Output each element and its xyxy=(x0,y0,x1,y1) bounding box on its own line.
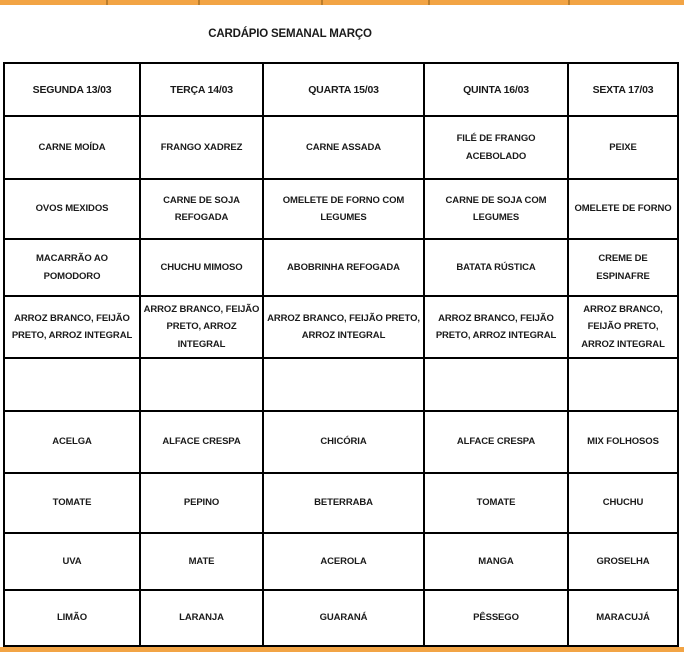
column-header-terca[interactable]: TERÇA 14/03 xyxy=(140,63,263,116)
menu-cell[interactable]: MANGA xyxy=(424,533,568,590)
table-row xyxy=(4,533,678,590)
menu-cell[interactable]: MARACUJÁ xyxy=(568,590,678,646)
table-row xyxy=(4,296,678,358)
menu-cell[interactable]: GUARANÁ xyxy=(263,590,424,646)
menu-cell[interactable]: UVA xyxy=(4,533,140,590)
menu-cell[interactable]: ARROZ BRANCO, FEIJÃO PRETO, ARROZ INTEGRAL xyxy=(140,296,263,358)
column-header-segunda[interactable]: SEGUNDA 13/03 xyxy=(4,63,140,116)
menu-cell[interactable]: OMELETE DE FORNO xyxy=(568,179,678,239)
menu-cell[interactable]: ALFACE CRESPA xyxy=(424,411,568,473)
column-header-sexta[interactable]: SEXTA 17/03 xyxy=(568,63,678,116)
menu-cell[interactable]: ARROZ BRANCO, FEIJÃO PRETO, ARROZ INTEGRAL xyxy=(263,296,424,358)
menu-cell[interactable]: BATATA RÚSTICA xyxy=(424,239,568,296)
table-row xyxy=(4,179,678,239)
menu-cell[interactable]: OVOS MEXIDOS xyxy=(4,179,140,239)
table-row xyxy=(4,239,678,296)
table-row xyxy=(4,473,678,533)
menu-cell[interactable] xyxy=(568,358,678,411)
page-break-bottom-border xyxy=(0,647,684,652)
menu-cell[interactable]: MACARRÃO AO POMODORO xyxy=(4,239,140,296)
menu-cell[interactable]: ARROZ BRANCO, FEIJÃO PRETO, ARROZ INTEGRAL xyxy=(568,296,678,358)
menu-cell[interactable]: ABOBRINHA REFOGADA xyxy=(263,239,424,296)
menu-cell[interactable]: CARNE MOÍDA xyxy=(4,116,140,179)
menu-cell[interactable]: CARNE ASSADA xyxy=(263,116,424,179)
menu-cell[interactable]: CHUCHU xyxy=(568,473,678,533)
column-header-quarta[interactable]: QUARTA 15/03 xyxy=(263,63,424,116)
day-header-row xyxy=(4,63,678,116)
menu-cell[interactable]: MATE xyxy=(140,533,263,590)
menu-cell[interactable]: ALFACE CRESPA xyxy=(140,411,263,473)
menu-cell[interactable]: MIX FOLHOSOS xyxy=(568,411,678,473)
menu-cell[interactable]: PEPINO xyxy=(140,473,263,533)
menu-cell[interactable]: BETERRABA xyxy=(263,473,424,533)
menu-cell[interactable]: PEIXE xyxy=(568,116,678,179)
menu-cell[interactable] xyxy=(140,358,263,411)
menu-cell[interactable]: CARNE DE SOJA REFOGADA xyxy=(140,179,263,239)
menu-cell[interactable]: TOMATE xyxy=(424,473,568,533)
menu-cell[interactable]: ACEROLA xyxy=(263,533,424,590)
menu-cell[interactable]: CREME DE ESPINAFRE xyxy=(568,239,678,296)
menu-cell[interactable]: LARANJA xyxy=(140,590,263,646)
menu-cell[interactable]: PÊSSEGO xyxy=(424,590,568,646)
menu-cell[interactable]: CHICÓRIA xyxy=(263,411,424,473)
weekly-menu-table xyxy=(3,62,679,647)
menu-cell[interactable]: LIMÃO xyxy=(4,590,140,646)
page-title: CARDÁPIO SEMANAL MARÇO xyxy=(208,27,372,40)
table-row xyxy=(4,411,678,473)
menu-cell[interactable]: ARROZ BRANCO, FEIJÃO PRETO, ARROZ INTEGRAL xyxy=(4,296,140,358)
menu-cell[interactable]: ARROZ BRANCO, FEIJÃO PRETO, ARROZ INTEGRAL xyxy=(424,296,568,358)
menu-cell[interactable]: CHUCHU MIMOSO xyxy=(140,239,263,296)
menu-cell[interactable] xyxy=(263,358,424,411)
menu-cell[interactable]: GROSELHA xyxy=(568,533,678,590)
menu-cell[interactable] xyxy=(424,358,568,411)
table-row xyxy=(4,116,678,179)
menu-cell[interactable]: FILÉ DE FRANGO ACEBOLADO xyxy=(424,116,568,179)
column-header-quinta[interactable]: QUINTA 16/03 xyxy=(424,63,568,116)
menu-cell[interactable]: CARNE DE SOJA COM LEGUMES xyxy=(424,179,568,239)
table-row xyxy=(4,590,678,646)
menu-cell[interactable]: TOMATE xyxy=(4,473,140,533)
menu-cell[interactable] xyxy=(4,358,140,411)
menu-cell[interactable]: FRANGO XADREZ xyxy=(140,116,263,179)
menu-cell[interactable]: OMELETE DE FORNO COM LEGUMES xyxy=(263,179,424,239)
menu-cell[interactable]: ACELGA xyxy=(4,411,140,473)
empty-row xyxy=(4,358,678,411)
